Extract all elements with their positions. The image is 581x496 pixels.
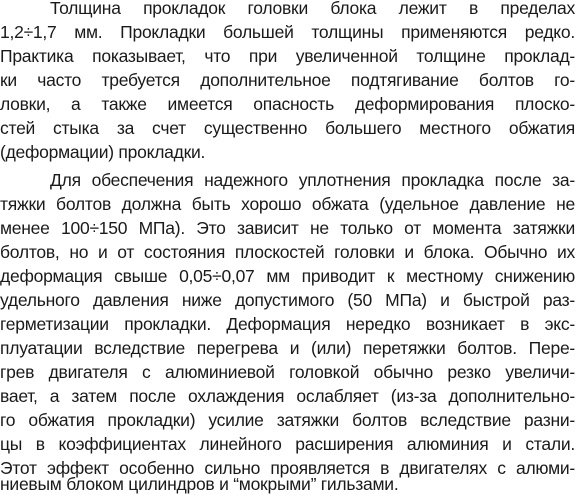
paragraph-1-line-7: (деформации) прокладки. bbox=[0, 142, 206, 162]
paragraph-2-line-10: вает, а затем после охлаждения ослабляет (из-за дополнительно- bbox=[0, 386, 575, 406]
paragraph-2-line-7: герметизации прокладки. Деформация нередко возникает в экс- bbox=[0, 314, 575, 334]
paragraph-2-line-11: го обжатия прокладки) усилие затяжки болтов вследствие разни- bbox=[0, 410, 575, 430]
paragraph-2-line-1: Для обеспечения надежного уплотнения прокладка после за- bbox=[50, 170, 575, 190]
paragraph-1-line-5: ловки, а также имеется опасность деформирования плоско- bbox=[0, 94, 575, 114]
paragraph-2-line-9: грев двигателя с алюминиевой головкой обычно резко увеличи- bbox=[0, 362, 575, 382]
paragraph-2-line-6: удельного давления ниже допустимого (50 МПа) и быстрой раз- bbox=[0, 290, 575, 310]
paragraph-1-line-3: Практика показывает, что при увеличенной толщине проклад- bbox=[0, 46, 575, 66]
paragraph-1-line-6: стей стыка за счет существенно большего местного обжатия bbox=[0, 118, 575, 138]
paragraph-2-line-2: тяжки болтов должна быть хорошо обжата (удельное давление не bbox=[0, 194, 575, 214]
paragraph-1-line-1: Толщина прокладок головки блока лежит в пределах bbox=[50, 0, 575, 18]
paragraph-2-line-13: Этот эффект особенно сильно проявляется в двигателях с алюми- bbox=[0, 458, 575, 478]
paragraph-1-line-4: ки часто требуется дополнительное подтягивание болтов го- bbox=[0, 70, 575, 90]
paragraph-2-line-8: плуатации вследствие перегрева и (или) перетяжки болтов. Пере- bbox=[0, 338, 575, 358]
paragraph-2-line-3: менее 100÷150 МПа). Это зависит не только от момента затяжки bbox=[0, 218, 575, 238]
paragraph-2-line-5: деформация свыше 0,05÷0,07 мм приводит к местному снижению bbox=[0, 266, 575, 286]
paragraph-1-line-2: 1,2÷1,7 мм. Прокладки большей толщины применяются редко. bbox=[0, 22, 575, 42]
paragraph-2-line-12: цы в коэффициентах линейного расширения алюминия и стали. bbox=[0, 434, 575, 454]
paragraph-2-line-14: ниевым блоком цилиндров и “мокрыми” гильзами. bbox=[0, 474, 399, 494]
paragraph-2-line-4: болтов, но и от состояния плоскостей головки и блока. Обычно их bbox=[0, 242, 575, 262]
